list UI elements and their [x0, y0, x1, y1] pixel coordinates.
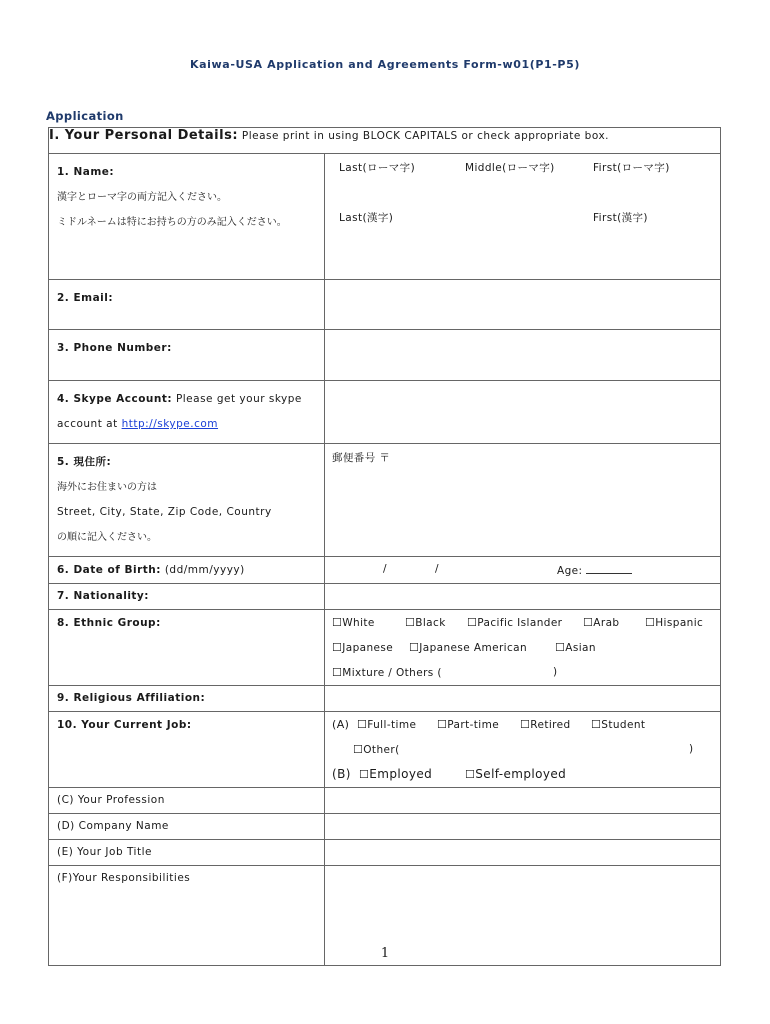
name-label: 1. Name:	[57, 166, 115, 178]
profession-label-cell	[49, 788, 325, 814]
checkbox-icon[interactable]: ☐	[591, 718, 602, 731]
dob-field[interactable]	[325, 557, 721, 584]
ethnic-option-label: Japanese	[342, 642, 394, 654]
application-form-table	[48, 127, 721, 966]
nationality-field[interactable]	[325, 584, 721, 610]
name-note-1: 漢字とローマ字の両方記入ください。	[57, 192, 227, 203]
document-title: Kaiwa-USA Application and Agreements Form-w01(P1-P5)	[190, 58, 580, 71]
job-option-retired[interactable]	[520, 718, 571, 731]
checkbox-icon[interactable]: ☐	[332, 641, 343, 654]
checkbox-icon[interactable]: ☐	[409, 641, 420, 654]
age-label-text: Age:	[557, 565, 583, 577]
checkbox-icon[interactable]: ☐	[467, 616, 478, 629]
name-label-cell	[49, 154, 325, 280]
company-label: (D) Company Name	[57, 820, 169, 832]
job-option-label: Self-employed	[475, 767, 567, 781]
ethnic-option-label: Japanese American	[419, 642, 528, 654]
ethnic-label-cell	[49, 610, 325, 686]
email-field[interactable]	[325, 280, 721, 330]
jobtitle-label-cell	[49, 840, 325, 866]
nationality-label: 7. Nationality:	[57, 590, 149, 602]
jobtitle-label: (E) Your Job Title	[57, 846, 152, 858]
company-label-cell	[49, 814, 325, 840]
first-kanji-label: First(漢字)	[593, 212, 648, 224]
job-label: 10. Your Current Job:	[57, 719, 192, 731]
ethnic-field	[325, 610, 721, 686]
skype-label-cell	[49, 381, 325, 444]
last-kanji-label: Last(漢字)	[339, 212, 394, 224]
name-field[interactable]	[325, 154, 721, 280]
profession-label: (C) Your Profession	[57, 794, 165, 806]
address-note-3: の順に記入ください。	[57, 532, 157, 543]
job-option-label: Full-time	[367, 719, 417, 731]
ethnic-option-label: Black	[415, 617, 446, 629]
first-roman-label: First(ローマ字)	[593, 162, 670, 174]
job-option-part-time[interactable]	[437, 718, 499, 731]
ethnic-option-japanese[interactable]	[332, 641, 393, 654]
checkbox-icon[interactable]: ☐	[332, 616, 343, 629]
ethnic-option-mixture[interactable]	[332, 666, 442, 679]
header-instruction: Please print in using BLOCK CAPITALS	[241, 130, 458, 142]
ethnic-option-arab[interactable]	[583, 616, 619, 629]
job-field	[325, 712, 721, 788]
age-label	[557, 563, 632, 577]
profession-field[interactable]	[325, 788, 721, 814]
address-field[interactable]	[325, 444, 721, 557]
responsibilities-label: (F)Your Responsibilities	[57, 872, 191, 884]
ethnic-option-pacific-islander[interactable]	[467, 616, 562, 629]
checkbox-icon[interactable]: ☐	[405, 616, 416, 629]
nationality-label-cell	[49, 584, 325, 610]
dob-slash-2: /	[435, 563, 439, 575]
dob-slash-1: /	[383, 563, 387, 575]
checkbox-icon[interactable]: ☐	[353, 743, 364, 756]
checkbox-icon[interactable]: ☐	[332, 666, 343, 679]
job-option-label: Student	[601, 719, 646, 731]
ethnic-option-label: Hispanic	[655, 617, 704, 629]
job-option-label: Other(	[363, 744, 400, 756]
address-note-1: 海外にお住まいの方は	[57, 482, 157, 493]
checkbox-icon[interactable]: ☐	[437, 718, 448, 731]
job-option-other[interactable]	[353, 743, 400, 756]
header-title: I. Your Personal Details:	[49, 128, 239, 143]
religion-label: 9. Religious Affiliation:	[57, 692, 206, 704]
phone-field[interactable]	[325, 330, 721, 381]
ethnic-option-label: White	[342, 617, 375, 629]
ethnic-mixture-close: )	[553, 666, 558, 678]
dob-format: (dd/mm/yyyy)	[164, 564, 245, 576]
job-label-cell	[49, 712, 325, 788]
ethnic-option-label: Mixture / Others (	[342, 667, 442, 679]
job-option-label: Employed	[369, 767, 433, 781]
job-a-prefix: (A)	[332, 718, 350, 731]
jobtitle-field[interactable]	[325, 840, 721, 866]
address-label-cell	[49, 444, 325, 557]
checkbox-icon[interactable]: ☐	[520, 718, 531, 731]
skype-field[interactable]	[325, 381, 721, 444]
checkbox-icon[interactable]: ☐	[583, 616, 594, 629]
header-instruction-rest: or check appropriate box.	[461, 130, 609, 142]
ethnic-option-hispanic[interactable]	[645, 616, 703, 629]
ethnic-option-label: Asian	[565, 642, 596, 654]
dob-label-cell	[49, 557, 325, 584]
middle-roman-label: Middle(ローマ字)	[465, 162, 555, 174]
address-label: 5. 現住所:	[57, 456, 112, 468]
form-header	[49, 128, 721, 154]
checkbox-icon[interactable]: ☐	[645, 616, 656, 629]
checkbox-icon[interactable]: ☐	[359, 768, 370, 781]
job-other-close: )	[689, 743, 694, 755]
company-field[interactable]	[325, 814, 721, 840]
postal-code-label: 郵便番号 〒	[332, 452, 391, 464]
address-note-2: Street, City, State, Zip Code, Country	[57, 506, 272, 518]
job-option-label: Retired	[530, 719, 571, 731]
page-number: 1	[380, 946, 390, 961]
ethnic-option-black[interactable]	[405, 616, 446, 629]
skype-link[interactable]: http://skype.com	[121, 418, 219, 430]
ethnic-option-japanese-american[interactable]	[409, 641, 527, 654]
phone-label-cell	[49, 330, 325, 381]
email-label: 2. Email:	[57, 292, 114, 304]
dob-label: 6. Date of Birth:	[57, 564, 161, 576]
job-option-student[interactable]	[591, 718, 645, 731]
job-option-employed[interactable]	[359, 767, 432, 781]
ethnic-option-label: Pacific Islander	[477, 617, 563, 629]
skype-instruction: Please get your skype	[175, 393, 302, 405]
religion-field[interactable]	[325, 686, 721, 712]
ethnic-option-label: Arab	[593, 617, 620, 629]
phone-label: 3. Phone Number:	[57, 342, 172, 354]
section-label: Application	[46, 109, 124, 123]
job-option-full-time[interactable]	[357, 718, 416, 731]
job-option-self-employed[interactable]	[465, 767, 566, 781]
skype-label: 4. Skype Account:	[57, 393, 173, 405]
checkbox-icon[interactable]: ☐	[357, 718, 368, 731]
ethnic-option-asian[interactable]	[555, 641, 596, 654]
ethnic-label: 8. Ethnic Group:	[57, 617, 161, 629]
checkbox-icon[interactable]: ☐	[465, 768, 476, 781]
name-note-2: ミドルネームは特にお持ちの方のみ記入ください。	[57, 217, 287, 228]
last-roman-label: Last(ローマ字)	[339, 162, 416, 174]
religion-label-cell	[49, 686, 325, 712]
ethnic-option-white[interactable]	[332, 616, 375, 629]
skype-instruction-2: account at	[57, 418, 118, 430]
job-b-prefix: (B)	[332, 767, 351, 781]
job-option-label: Part-time	[447, 719, 500, 731]
age-blank[interactable]	[586, 563, 632, 574]
email-label-cell	[49, 280, 325, 330]
checkbox-icon[interactable]: ☐	[555, 641, 566, 654]
